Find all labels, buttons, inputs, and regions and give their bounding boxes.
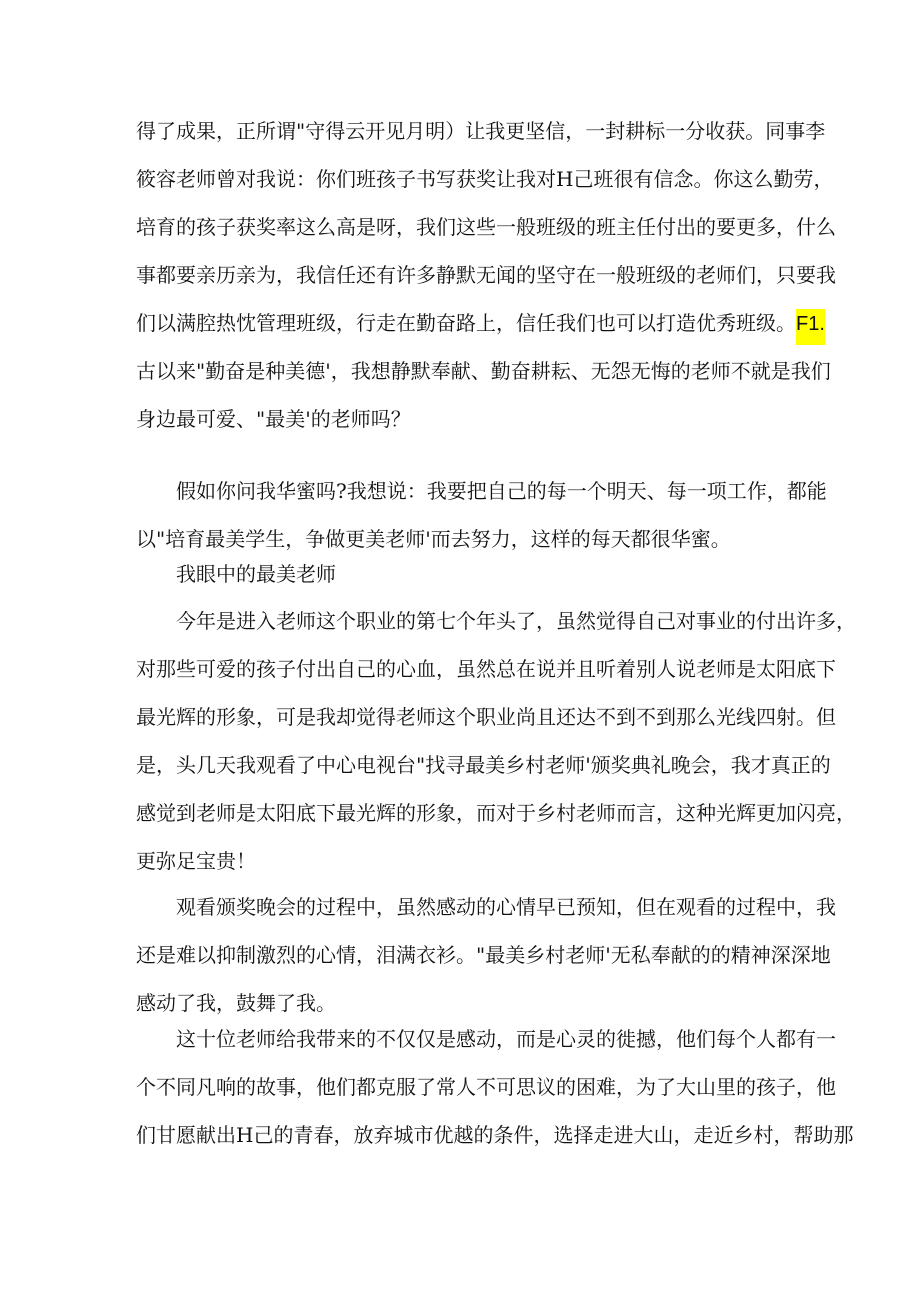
text-line: 今年是进入老师这个职业的第七个年头了，虽然觉得自己对事业的付出许多， (176, 609, 856, 633)
text-line: 个不同凡响的故事，他们都克服了常人不可思议的困难，为了大山里的孩子，他 (136, 1075, 836, 1099)
text-line: 对那些可爱的孩子付出自己的心血，虽然总在说并且听着别人说老师是太阳底下 (136, 657, 836, 681)
highlighted-marker: F1. (796, 309, 825, 345)
text-line: 这十位老师给我带来的不仅仅是感动，而是心灵的徙撼，他们每个人都有一 (176, 1027, 836, 1051)
text-line: 感觉到老师是太阳底下最光辉的形象，而对于乡村老师而言，这种光辉更加闪亮， (136, 801, 856, 825)
paragraph-2 (136, 467, 827, 563)
text-segment: 们以满腔热忱管理班级，行走在勤奋路上，信任我们也可以打造优秀班级。 (136, 311, 796, 335)
text-line: 以"培育最美学生，争做更美老师'而去努力，这样的每天都很华蜜。 (136, 527, 731, 551)
paragraph-5 (136, 1015, 854, 1159)
paragraph-1 (136, 107, 836, 443)
text-line: 们甘愿献出H己的青春，放弃城市优越的条件，选择走进大山，走近乡村，帮助那 (136, 1123, 854, 1147)
heading-text: 我眼中的最美老师 (176, 562, 336, 586)
text-line: 身边最可爱、"最美'的老师吗？ (136, 407, 411, 431)
section-heading (136, 550, 796, 598)
text-line: 是，头几天我观看了中心电视台"找寻最美乡村老师'颁奖典礼晚会，我才真正的 (136, 753, 831, 777)
text-line: 筱容老师曾对我说：你们班孩子书写获奖让我对H己班很有信念。你这么勤劳， (136, 167, 834, 191)
text-line: 假如你问我华蜜吗?我想说：我要把自己的每一个明天、每一项工作，都能 (176, 479, 827, 503)
text-line: 更弥足宝贵！ (136, 849, 256, 873)
paragraph-4 (136, 883, 836, 1027)
text-line (136, 299, 825, 347)
text-line: 还是难以抑制激烈的心情，泪满衣衫。"最美乡村老师'无私奉献的的精神深深地 (136, 943, 831, 967)
text-line: 古以来"勤奋是种美德'，我想静默奉献、勤奋耕耘、无怨无悔的老师不就是我们 (136, 359, 831, 383)
text-line: 得了成果，正所谓"守得云开见月明）让我更坚信，一封耕标一分收获。同事李 (136, 119, 826, 143)
text-line: 感动了我，鼓舞了我。 (136, 991, 336, 1015)
text-line: 观看颁奖晚会的过程中，虽然感动的心情早已预知，但在观看的过程中，我 (176, 895, 836, 919)
text-line: 事都要亲历亲为，我信任还有许多静默无闻的坚守在一般班级的老师们，只要我 (136, 263, 836, 287)
text-line: 培育的孩子获奖率这么高是呀，我们这些一般班级的班主任付出的要更多，什么 (136, 215, 836, 239)
text-line: 最光辉的形象，可是我却觉得老师这个职业尚且还达不到不到那么光线四射。但 (136, 705, 836, 729)
paragraph-3 (136, 597, 856, 885)
